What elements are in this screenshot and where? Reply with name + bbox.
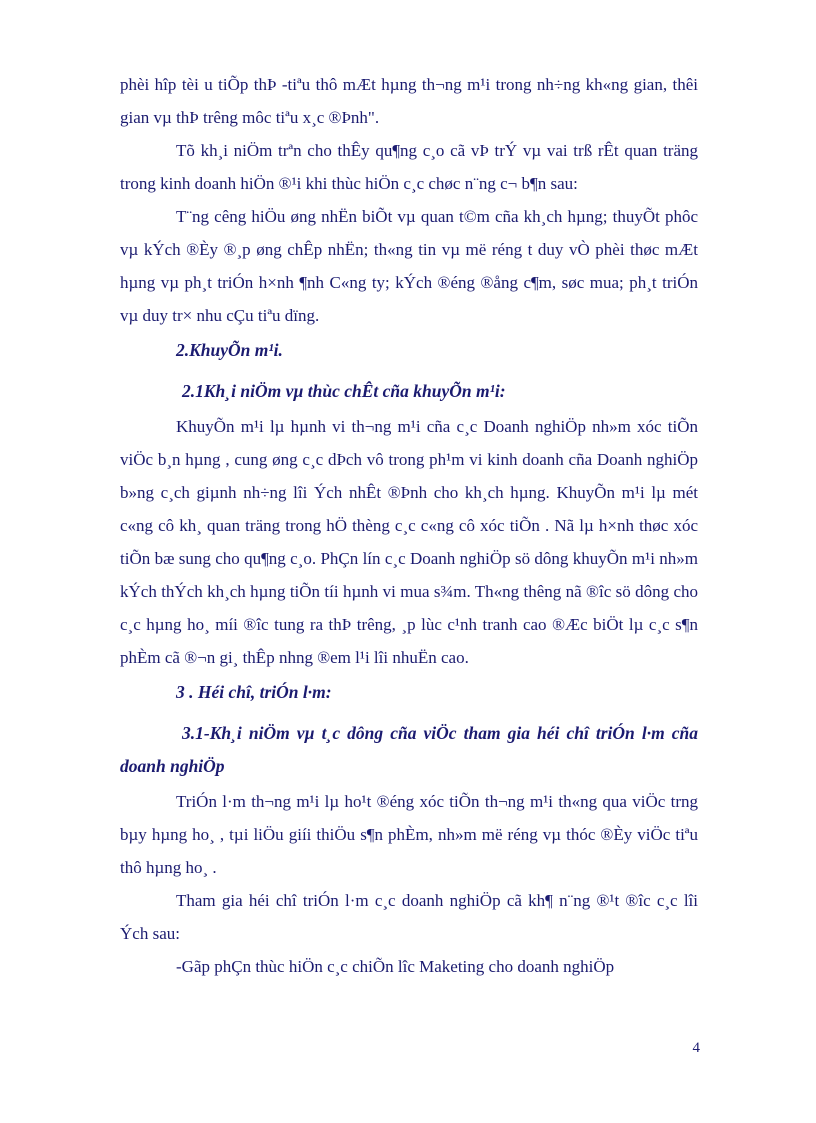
document-content: [120, 68, 698, 983]
paragraph-1: phèi hîp tèi u tiÕp thÞ -tiªu thô mÆt hµng th¬ng m¹i trong nh÷ng kh«ng gian, thêi gian vµ thÞ trêng môc tiªu x¸c ®Þnh".: [120, 75, 698, 127]
paragraph-3: T¨ng cêng hiÖu øng nhËn biÕt vµ quan t©m cña kh¸ch hµng; thuyÕt phôc vµ kÝch ®Èy ®¸p øng chÊp nhËn; th«ng tin vµ më réng t duy vÒ phèi thøc mÆt hµng vµ ph¸t triÓn h×nh ¶nh C«ng ty; kÝch ®éng ®ång c¶m, søc mua; ph¸t triÓn vµ duy tr× nhu cÇu tiªu dïng.: [120, 207, 698, 325]
page-number: 4: [692, 1040, 700, 1056]
paragraph-11: -Gãp phÇn thùc hiÖn c¸c chiÕn lîc Maketing cho doanh nghiÖp: [176, 957, 615, 976]
paragraph-5: 2.1Kh¸i niÖm vµ thùc chÊt cña khuyÕn m¹i:: [182, 381, 506, 401]
paragraph-4: 2.KhuyÕn m¹i.: [176, 340, 283, 360]
paragraph-8: 3.1-Kh¸i niÖm vµ t¸c dông cña viÖc tham gia héi chî triÓn l·m cña doanh nghiÖp: [120, 723, 698, 776]
paragraph-7: 3 . Héi chî, triÓn l·m:: [176, 682, 332, 702]
paragraph-6: KhuyÕn m¹i lµ hµnh vi th¬ng m¹i cña c¸c Doanh nghiÖp nh»m xóc tiÕn viÖc b¸n hµng , cung øng c¸c dÞch vô trong ph¹m vi kinh doanh cña Doanh nghiÖp b»ng c¸ch giµnh nh÷ng lîi Ých nhÊt ®Þnh cho kh¸ch hµng. KhuyÕn m¹i lµ mét c«ng cô kh¸ quan träng trong hÖ thèng c¸c c«ng cô xóc tiÕn . Nã lµ h×nh thøc xóc tiÕn bæ sung cho qu¶ng c¸o. PhÇn lín c¸c Doanh nghiÖp sö dông khuyÕn m¹i nh»m kÝch thÝch kh¸ch hµng tiÕn tíi hµnh vi mua s¾m. Th«ng thêng nã ®îc sö dông cho c¸c hµng ho¸ míi ®îc tung ra thÞ trêng, ¸p lùc c¹nh tranh cao ®Æc biÖt lµ c¸c s¶n phÈm cã ®¬n gi¸ thÊp nhng ®em l¹i lîi nhuËn cao.: [120, 417, 698, 667]
paragraph-9: TriÓn l·m th¬ng m¹i lµ ho¹t ®éng xóc tiÕn th¬ng m¹i th«ng qua viÖc trng bµy hµng ho¸ , tµi liÖu giíi thiÖu s¶n phÈm, nh»m më réng vµ thóc ®Èy viÖc tiªu thô hµng ho¸ .: [120, 792, 698, 877]
paragraph-2: Tõ kh¸i niÖm trªn cho thÊy qu¶ng c¸o cã vÞ trÝ vµ vai trß rÊt quan träng trong kinh doanh hiÖn ®¹i khi thùc hiÖn c¸c chøc n¨ng c¬ b¶n sau:: [120, 141, 698, 193]
paragraph-10: Tham gia héi chî triÓn l·m c¸c doanh nghiÖp cã kh¶ n¨ng ®¹t ®îc c¸c lîi Ých sau:: [120, 891, 698, 943]
